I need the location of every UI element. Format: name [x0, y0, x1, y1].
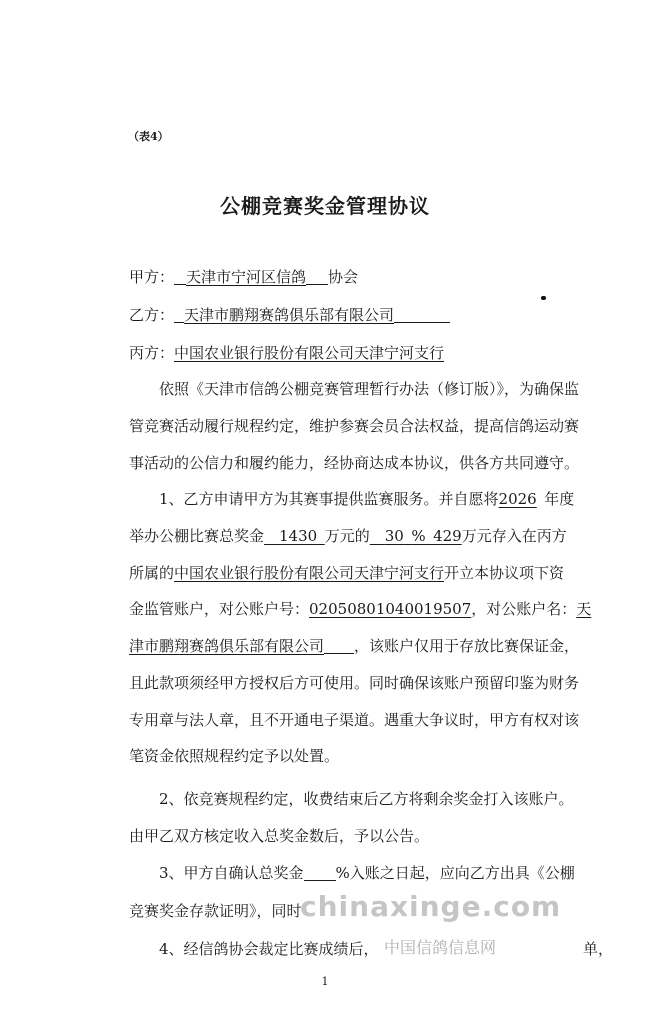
- clause3-line-1: 3、甲方自确认总奖金 %入账之日起，应向乙方出具《公棚: [159, 864, 575, 882]
- party-a-line: [129, 266, 358, 287]
- party-a-suffix: 协会: [328, 268, 359, 286]
- clause1-line-3: 所属的中国农业银行股份有限公司天津宁河支行开立本协议项下资: [129, 564, 565, 582]
- page-number: 1: [321, 975, 329, 988]
- party-b-line: [129, 304, 450, 325]
- party-a-name: 天津市宁河区信鸽: [186, 268, 307, 286]
- watermark-subtext: 中国信鸽信息网: [384, 938, 497, 957]
- account-number: 02050801040019507: [309, 600, 472, 618]
- bank-name: 中国农业银行股份有限公司天津宁河支行: [174, 564, 445, 582]
- account-name-start: 天: [576, 600, 592, 618]
- year-value: 2026: [498, 490, 537, 508]
- clause4-line-1-tail: 单，: [583, 940, 614, 958]
- clause4-line-1: 4、经信鸽协会裁定比赛成绩后，: [159, 940, 379, 958]
- party-c-label: 丙方：: [129, 344, 175, 362]
- party-c-name: 中国农业银行股份有限公司天津宁河支行: [174, 344, 445, 362]
- clause2-line-2: 由甲乙双方核定收入总奖金数后，予以公告。: [129, 827, 430, 845]
- page-title: 公棚竞赛奖金管理协议: [220, 194, 430, 218]
- percent-value: 30 %: [384, 527, 426, 545]
- account-name-rest: 津市鹏翔赛鸽俱乐部有限公司: [129, 637, 325, 655]
- party-b-name: 天津市鹏翔赛鸽俱乐部有限公司: [184, 306, 395, 324]
- ink-dot: [541, 296, 546, 300]
- clause1-line-5: 津市鹏翔赛鸽俱乐部有限公司 ，该账户仅用于存放比赛保证金，: [129, 637, 580, 655]
- total-prize-value: 1430: [279, 527, 318, 545]
- intro-line-1: 依照《天津市信鸽公棚竞赛管理暂行办法（修订版）》，为确保监: [159, 380, 580, 398]
- clause1-line-4: 金监管账户，对公账户号：02050801040019507，对公账户名：天: [129, 600, 592, 618]
- party-c-line: [129, 342, 444, 363]
- party-a-label: 甲方：: [129, 268, 175, 286]
- watermark-text: chinaxinge.com: [300, 890, 562, 923]
- deposit-value: 429: [433, 527, 462, 545]
- clause1-line-1: 1、乙方申请甲方为其赛事提供监赛服务。并自愿将2026 年度: [159, 490, 575, 508]
- annex-label: （表4）: [128, 130, 169, 143]
- clause1-line-7: 专用章与法人章，且不开通电子渠道。遇重大争议时，甲方有权对该: [129, 711, 580, 729]
- intro-line-3: 事活动的公信力和履约能力，经协商达成本协议，供各方共同遵守。: [129, 454, 580, 472]
- clause1-line-2: 举办公棚比赛总奖金 1430 万元的 30 % 429万元存入在丙方: [129, 527, 567, 545]
- party-b-label: 乙方：: [129, 306, 175, 324]
- clause3-line-2: 竞赛奖金存款证明》，同时: [129, 902, 302, 920]
- clause2-line-1: 2、依竞赛规程约定，收费结束后乙方将剩余奖金打入该账户。: [159, 790, 574, 808]
- intro-line-2: 管竞赛活动履行规程约定，维护参赛会员合法权益，提高信鸽运动赛: [129, 417, 580, 435]
- clause1-line-6: 且此款项须经甲方授权后方可使用。同时确保该账户预留印鉴为财务: [129, 674, 580, 692]
- clause1-line-8: 笔资金依照规程约定予以处置。: [129, 747, 340, 765]
